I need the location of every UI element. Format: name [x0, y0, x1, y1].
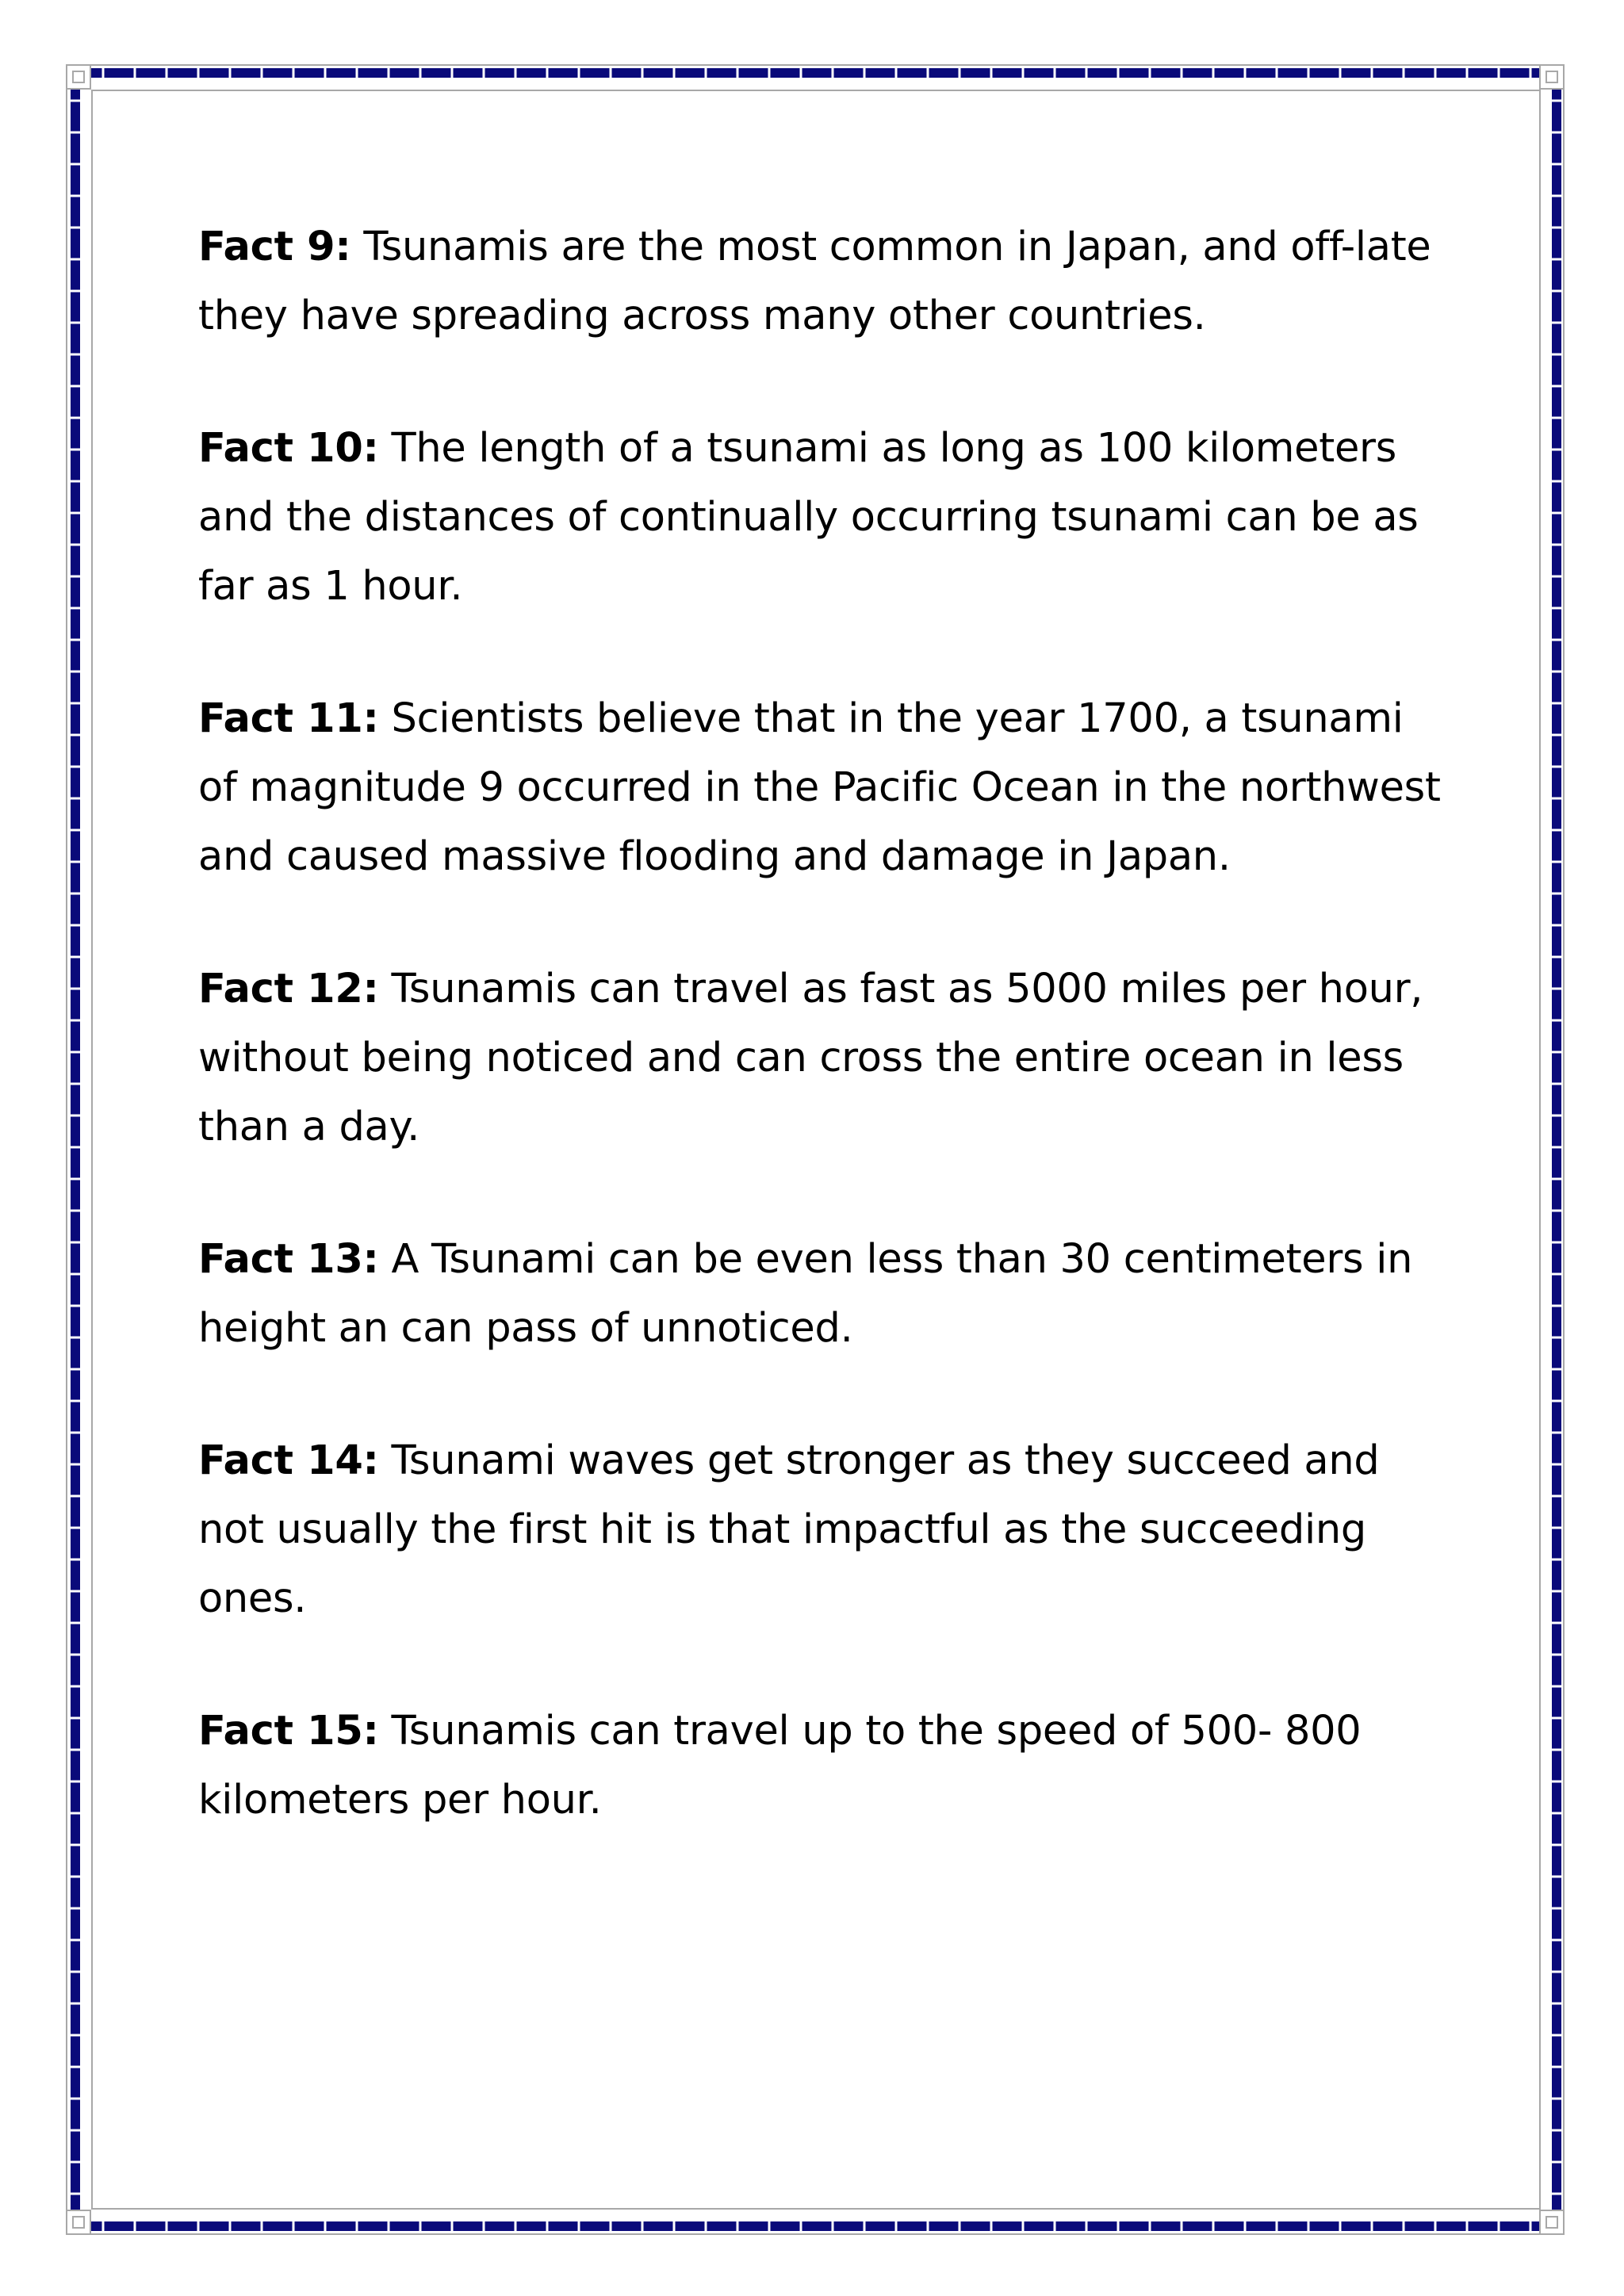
facts-content	[198, 212, 1451, 1898]
fact-11	[198, 684, 1451, 891]
fact-label: Fact 11:	[198, 695, 379, 742]
fact-9	[198, 212, 1451, 350]
fact-text: Tsunamis can travel up to the speed of 500- 800 kilometers per hour.	[198, 1708, 1362, 1823]
fact-text: Tsunamis are the most common in Japan, and off-late they have spreading across many other countries.	[198, 224, 1431, 339]
fact-label: Fact 9:	[198, 224, 351, 270]
fact-text: Tsunamis can travel as fast as 5000 miles per hour, without being noticed and can cross the entire ocean in less than a day.	[198, 966, 1423, 1150]
fact-label: Fact 10:	[198, 425, 379, 472]
fact-text: Scientists believe that in the year 1700, a tsunami of magnitude 9 occurred in the Pacific Ocean in the northwest and caused massive flooding and damage in Japan.	[198, 695, 1441, 880]
fact-label: Fact 14:	[198, 1437, 379, 1484]
fact-13	[198, 1225, 1451, 1363]
fact-15	[198, 1697, 1451, 1835]
fact-14	[198, 1426, 1451, 1633]
fact-text: A Tsunami can be even less than 30 centimeters in height an can pass of unnoticed.	[198, 1236, 1413, 1352]
fact-12	[198, 955, 1451, 1161]
fact-label: Fact 15:	[198, 1708, 379, 1755]
fact-10	[198, 414, 1451, 621]
fact-label: Fact 12:	[198, 966, 379, 1012]
fact-text: Tsunami waves get stronger as they succeed and not usually the first hit is that impactful as the succeeding ones.	[198, 1437, 1380, 1622]
fact-text: The length of a tsunami as long as 100 kilometers and the distances of continually occurring tsunami can be as far as 1 hour.	[198, 425, 1419, 610]
fact-label: Fact 13:	[198, 1236, 379, 1283]
